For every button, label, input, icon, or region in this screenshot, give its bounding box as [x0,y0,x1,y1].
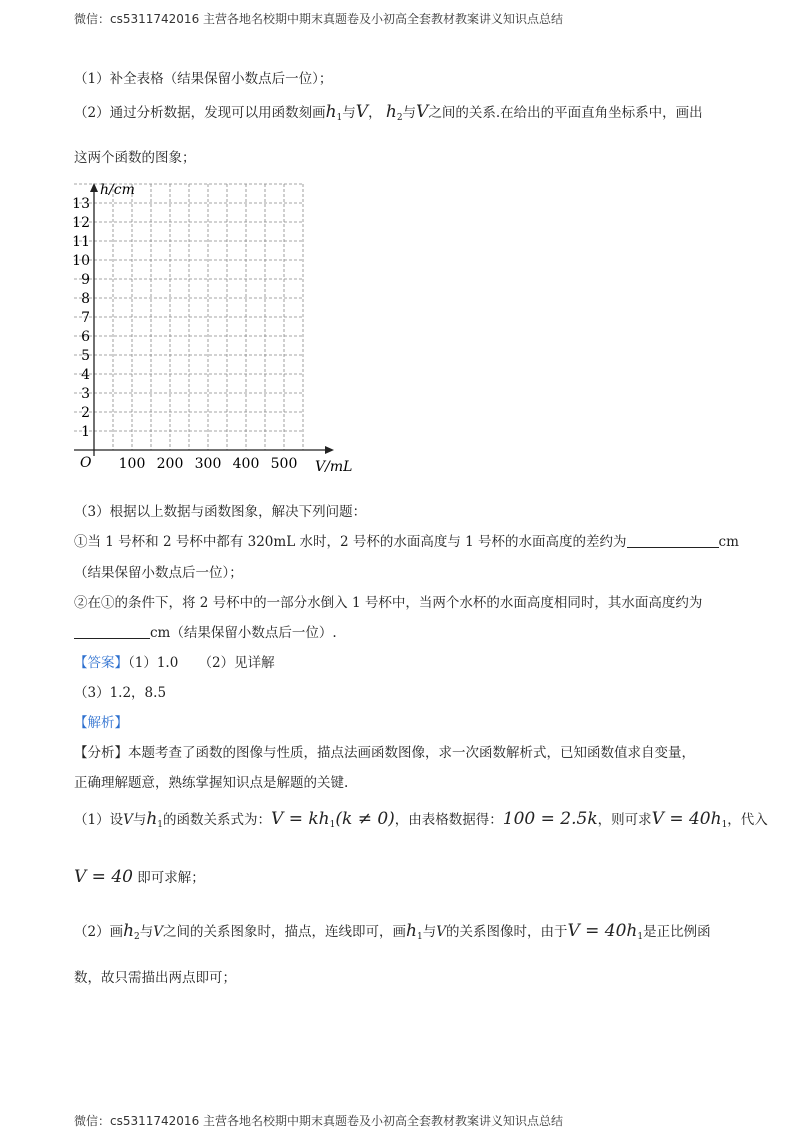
x-axis-label: V/mL [315,459,353,475]
x-tick-label: 200 [156,456,184,472]
v-symbol-5: V [436,924,446,940]
h1-symbol-2: $h_1$ [146,809,164,830]
question-3-part1 [74,530,739,550]
answer-blank-1 [627,535,719,548]
y-tick-label: 10 [72,253,90,269]
formula-v-40h1-2: $V = 40h_1$ [567,921,644,942]
h2-symbol: $h_2$ [385,102,403,123]
page-header: 微信：cs5311742016 主营各地名校期中期末真题卷及小初高全套教材教案讲义知识点总结 [74,12,564,26]
q2-and-2: 与 [402,105,417,121]
question-3-part2: ②在①的条件下，将 2 号杯中的一部分水倒入 1 号杯中，当两个水杯的水面高度相同时，其水面高度约为 [74,595,703,611]
y-axis-label: h/cm [100,182,135,198]
y-tick-label: 1 [81,424,90,440]
x-tick-labels [119,456,298,472]
y-tick-label: 12 [72,215,90,231]
x-tick-label: 400 [232,456,260,472]
q3-part1-unit: cm [718,534,739,550]
y-tick-label: 4 [81,367,90,383]
v-symbol-3: V [123,812,133,828]
solution-2: （2）画$h_2$与V之间的关系图象时，描点，连线即可，画$h_1$与V的关系图像时，由于$V = 40h_1$是正比例函 [74,921,711,942]
answer-tag: 【答案】 [74,655,128,671]
solution-1-line2: V = 40 即可求解； [74,867,205,887]
answer-text-1: （1）1.0 （2）见详解 [128,655,275,671]
y-tick-label: 6 [81,329,90,345]
q2-comma: ， [368,105,382,121]
answer-blank-2 [74,626,150,639]
question-3-intro: （3）根据以上数据与函数图象，解决下列问题： [74,504,367,520]
h1-symbol: $h_1$ [325,102,343,123]
formula-v-40: V = 40 [74,867,133,887]
analysis-line-1: 【分析】本题考查了函数的图像与性质，描点法画函数图像，求一次函数解析式，已知函数值求自变量， [74,745,695,761]
question-2-line2: 这两个函数的图象； [74,150,196,166]
q2-and: 与 [342,105,356,121]
q2-prefix: （2）通过分析数据，发现可以用函数刻画 [74,105,326,121]
q3-part2-text: cm（结果保留小数点后一位）. [150,625,337,641]
y-tick-label: 2 [81,405,90,421]
solution-1: （1）设V与$h_1$的函数关系式为：$V = kh_1(k \ne 0)$，由表格数据得：100 = 2.5k，则可求$V = 40h_1$，代入 [74,809,768,830]
y-tick-label: 13 [72,196,90,212]
y-tick-labels [72,196,90,440]
formula-v-40h1: $V = 40h_1$ [651,809,728,830]
question-1: （1）补全表格（结果保留小数点后一位）； [74,71,333,87]
h2-symbol-2: $h_2$ [123,921,140,942]
y-tick-label: 7 [81,310,90,326]
coordinate-grid [60,175,370,475]
answer-line-2: （3）1.2，8.5 [74,685,167,701]
v-symbol: V [355,102,369,122]
q3-part1-text: ①当 1 号杯和 2 号杯中都有 320mL 水时，2 号杯的水面高度与 1 号杯的水面高度的差约为 [74,534,627,550]
y-tick-label: 5 [81,348,90,364]
x-tick-label: 100 [118,456,146,472]
equation-100: 100 = 2.5k [502,809,598,829]
analysis-line-2: 正确理解题意，熟练掌握知识点是解题的关键. [74,775,349,791]
solution-2-line2: 数，故只需描出两点即可； [74,970,236,986]
x-tick-label: 300 [194,456,222,472]
y-tick-label: 8 [81,291,90,307]
y-tick-label: 9 [81,272,90,288]
analysis-tag: 【解析】 [74,715,128,731]
formula-v-kh1: $V = kh_1(k \ne 0)$ [271,809,395,830]
y-tick-label: 11 [72,234,90,250]
h1-symbol-3: $h_1$ [406,921,423,942]
x-tick-label: 500 [270,456,298,472]
answer-line-1 [74,651,275,671]
question-3-part2-line2 [74,621,337,641]
y-tick-label: 3 [81,386,90,402]
question-3-part1-note: （结果保留小数点后一位）； [74,565,243,581]
grid-lines [74,184,303,450]
question-2 [74,101,703,123]
page-footer: 微信：cs5311742016 主营各地名校期中期末真题卷及小初高全套教材教案讲义知识点总结 [74,1114,564,1128]
q2-suffix: 之间的关系.在给出的平面直角坐标系中，画出 [428,105,703,121]
x-axis-arrow [325,446,334,454]
v-symbol-2: V [416,102,429,122]
v-symbol-4: V [153,924,164,940]
origin-label: O [80,455,92,471]
